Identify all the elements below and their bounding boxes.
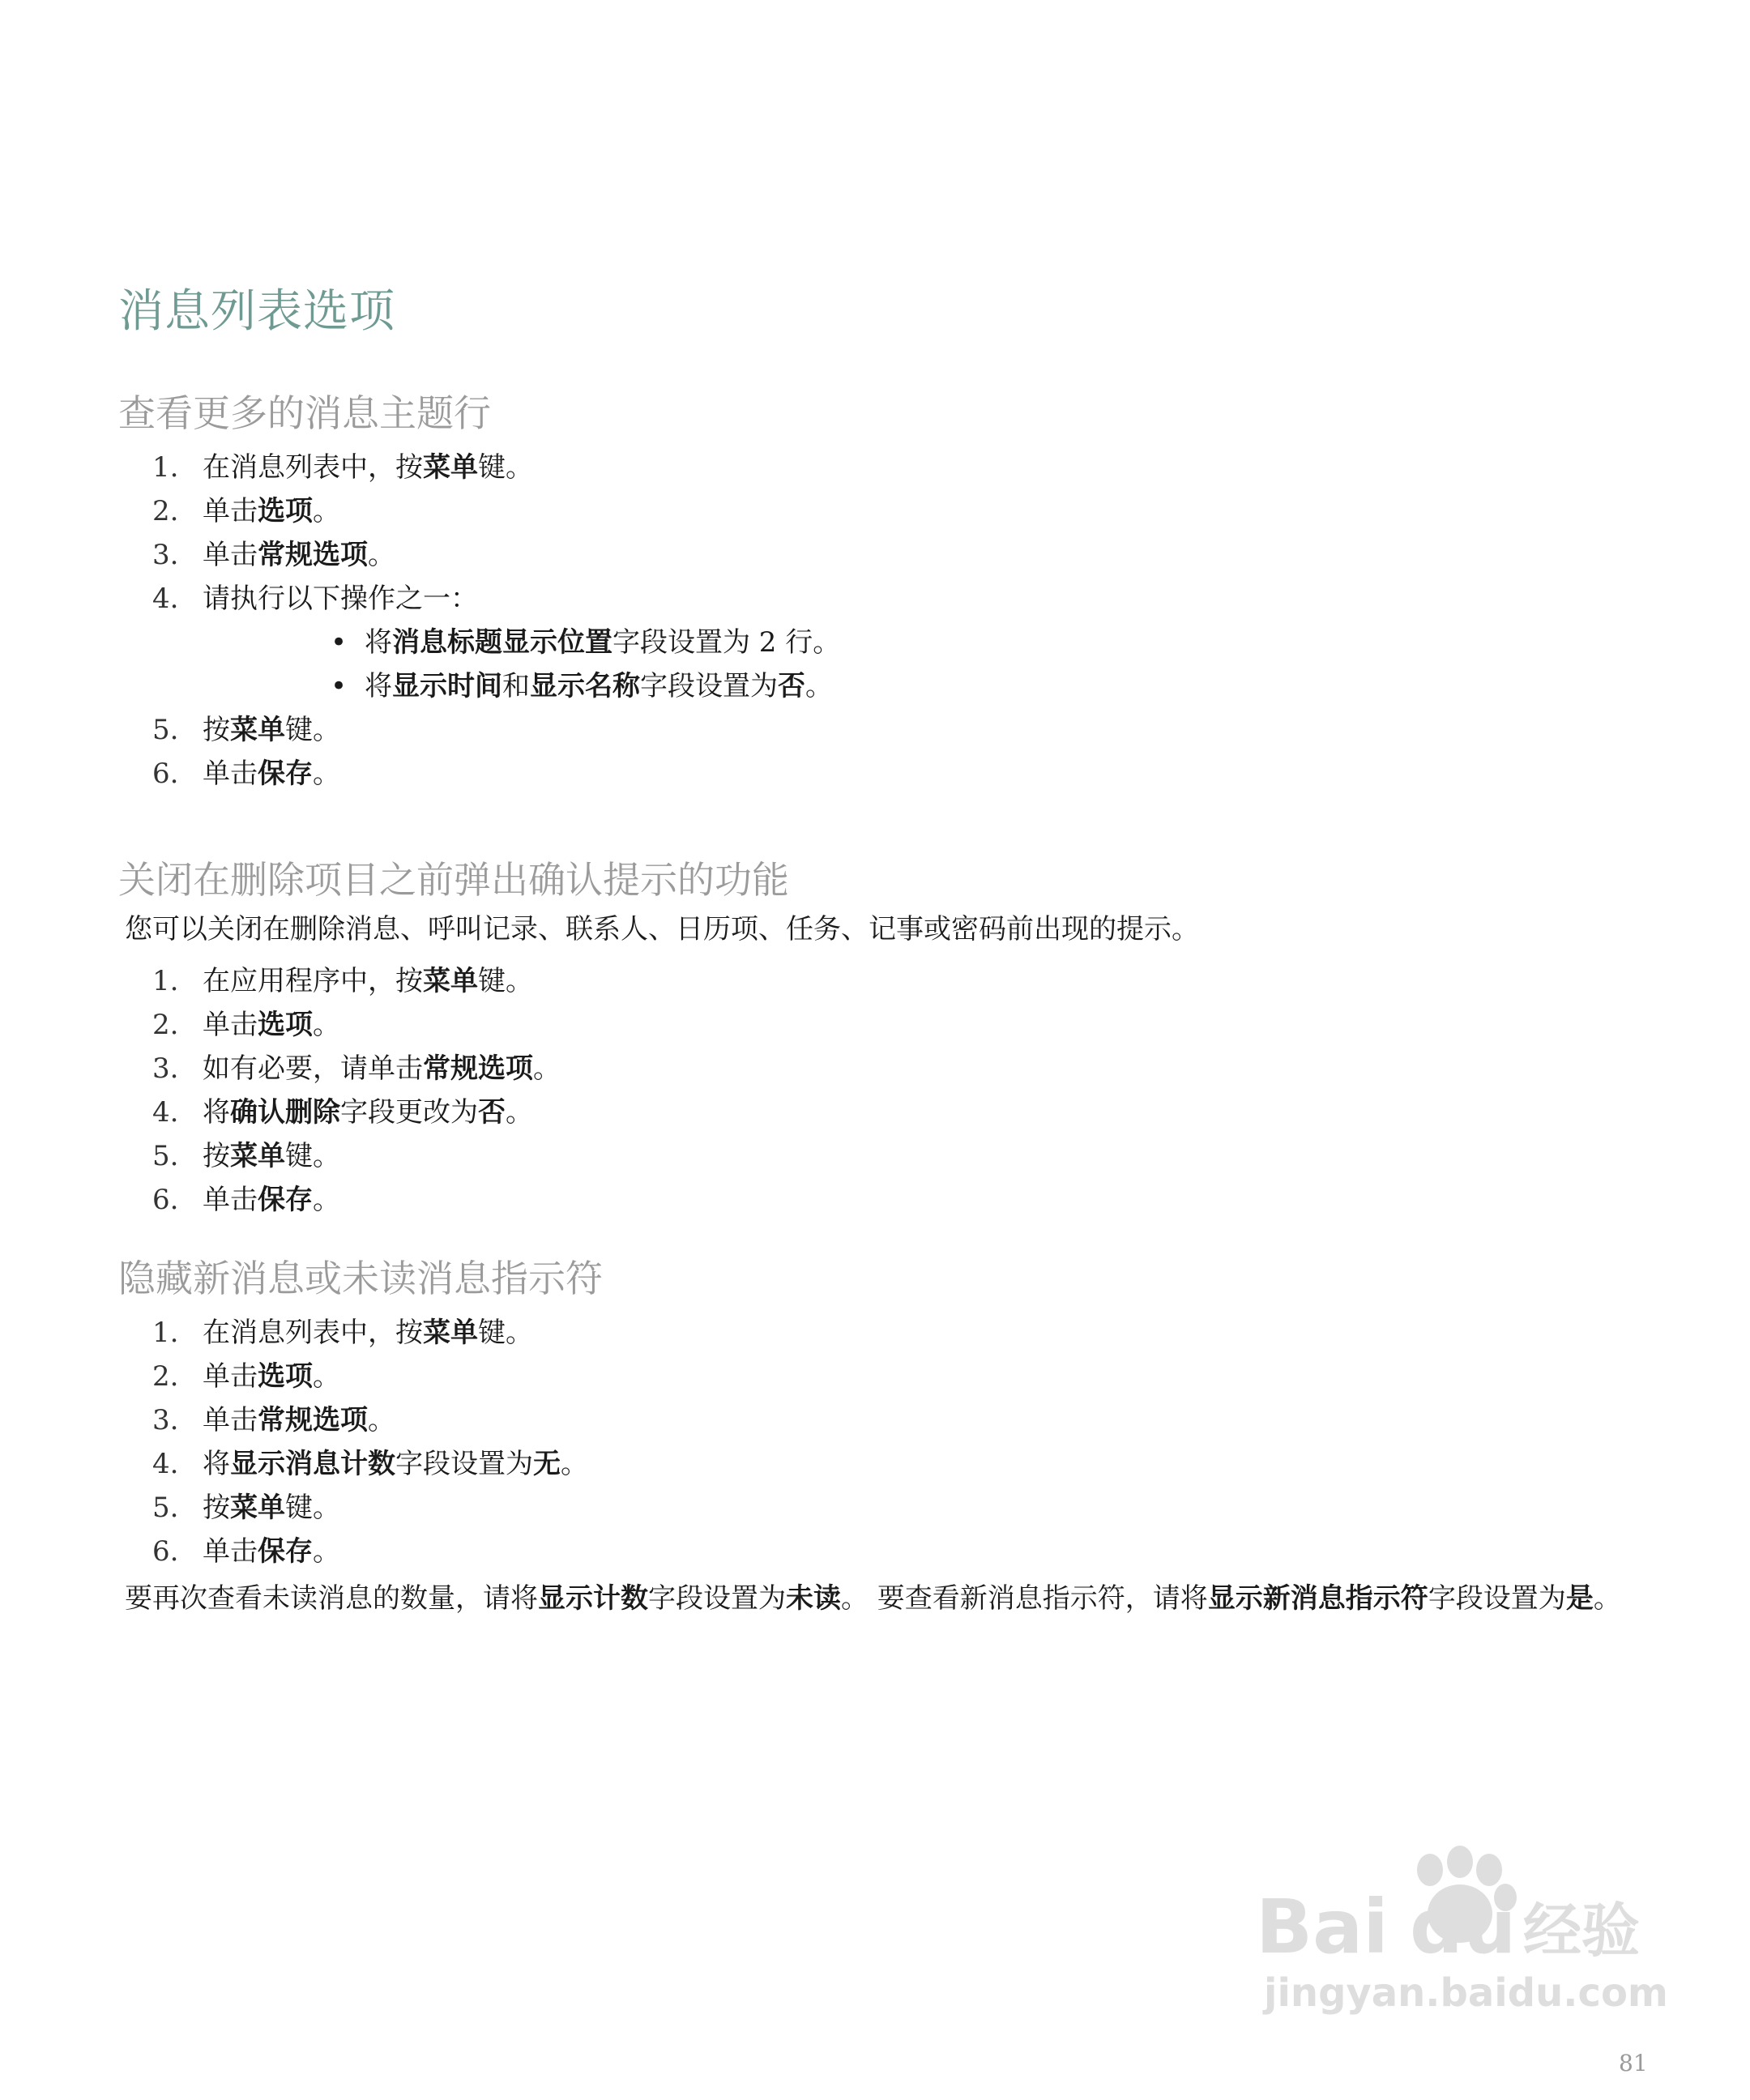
text-run: 将 [365, 626, 392, 659]
text-run: 键。 [478, 451, 533, 484]
section-intro: 您可以关闭在删除消息、呼叫记录、联系人、日历项、任务、记事或密码前出现的提示。 [125, 913, 1199, 945]
watermark-url: jingyan.baidu.com [1264, 1970, 1668, 2016]
bold-term: 菜单 [230, 1140, 285, 1172]
bold-term: 显示计数 [538, 1582, 648, 1615]
step-text [203, 965, 533, 997]
text-run: 。 [1593, 1582, 1621, 1615]
step-number: 4. [152, 1096, 179, 1129]
text-run: 单击 [203, 495, 258, 527]
text-run: 请执行以下操作之一： [203, 583, 478, 615]
text-run: 。 要查看新消息指示符，请将 [841, 1582, 1208, 1615]
step-text [203, 1492, 340, 1524]
text-run: 单击 [203, 539, 258, 571]
step-text [203, 583, 478, 615]
text-run: 。 [506, 1096, 533, 1129]
bullet-icon: • [331, 670, 348, 702]
svg-text:du: du [1410, 1884, 1517, 1970]
bold-term: 菜单 [230, 1492, 285, 1524]
step-item [118, 1486, 1658, 1530]
bold-term: 选项 [258, 1009, 313, 1041]
text-run: 字段设置为 [648, 1582, 786, 1615]
step-number: 5. [152, 1140, 179, 1172]
section-hide-indicators [118, 1254, 1658, 1620]
step-item [118, 1311, 1658, 1355]
step-item [118, 577, 1658, 708]
section-more-subject-lines [118, 389, 1658, 796]
bold-term: 确认删除 [230, 1096, 340, 1129]
svg-text:经验: 经验 [1523, 1897, 1641, 1965]
text-run: 要再次查看未读消息的数量，请将 [125, 1582, 538, 1615]
step-item [118, 1355, 1658, 1398]
text-run: 。 [313, 1360, 340, 1393]
sub-options-list [203, 621, 1658, 708]
text-run: 。 [368, 539, 395, 571]
sub-option-text [365, 670, 833, 702]
step-number: 6. [152, 758, 179, 790]
section-heading: 隐藏新消息或未读消息指示符 [118, 1257, 603, 1300]
text-run: 。 [313, 1009, 340, 1041]
bullet-icon: • [331, 626, 348, 659]
text-run: 。 [561, 1448, 588, 1480]
text-run: 按 [203, 1492, 230, 1524]
section-note [125, 1577, 1658, 1620]
step-item [118, 1003, 1658, 1047]
text-run: 。 [533, 1052, 561, 1085]
text-run: 单击 [203, 1360, 258, 1393]
step-text [203, 714, 340, 746]
step-number: 2. [152, 495, 179, 527]
step-item [118, 1091, 1658, 1134]
page-number: 81 [1619, 2050, 1648, 2077]
step-number: 3. [152, 1052, 179, 1085]
text-run: 单击 [203, 1009, 258, 1041]
step-item [118, 1047, 1658, 1091]
bold-term: 是 [1565, 1582, 1594, 1615]
text-run: 单击 [203, 1535, 258, 1568]
step-number: 2. [152, 1009, 179, 1041]
baidu-jingyan-watermark [1248, 1839, 1669, 2017]
text-run: 键。 [285, 1492, 340, 1524]
step-item [118, 446, 1658, 489]
text-run: 在消息列表中，按 [203, 1317, 423, 1349]
step-number: 1. [152, 965, 179, 997]
text-run: 。 [313, 1535, 340, 1568]
text-run: 键。 [285, 714, 340, 746]
step-number: 4. [152, 1448, 179, 1480]
step-item [118, 489, 1658, 533]
step-item [118, 1178, 1658, 1222]
step-text [203, 1096, 533, 1129]
sub-option-item [203, 664, 1658, 708]
text-run: 字段更改为 [340, 1096, 478, 1129]
step-number: 3. [152, 1404, 179, 1436]
bold-term: 常规选项 [423, 1052, 533, 1085]
bold-term: 常规选项 [258, 539, 368, 571]
bold-term: 菜单 [230, 714, 285, 746]
step-text [203, 1404, 395, 1436]
step-item [118, 959, 1658, 1003]
bold-term: 保存 [258, 758, 313, 790]
bold-term: 菜单 [423, 1317, 478, 1349]
step-item [118, 1134, 1658, 1178]
steps-list [118, 1311, 1658, 1573]
step-item [118, 752, 1658, 796]
text-run: 将 [365, 670, 392, 702]
bold-term: 菜单 [423, 965, 478, 997]
step-item [118, 708, 1658, 752]
step-number: 2. [152, 1360, 179, 1393]
text-run: 在应用程序中，按 [203, 965, 423, 997]
bold-term: 显示时间 [392, 670, 502, 702]
text-run: 字段设置为 [640, 670, 778, 702]
step-number: 5. [152, 714, 179, 746]
text-run: 在消息列表中，按 [203, 451, 423, 484]
sub-option-text [365, 626, 840, 659]
text-run: 和 [502, 670, 530, 702]
text-run: 键。 [478, 1317, 533, 1349]
text-run: 字段设置为 2 行。 [612, 626, 841, 659]
step-number: 1. [152, 451, 179, 484]
text-run: 单击 [203, 1404, 258, 1436]
step-number: 6. [152, 1535, 179, 1568]
step-number: 3. [152, 539, 179, 571]
text-run: 键。 [285, 1140, 340, 1172]
bold-term: 选项 [258, 1360, 313, 1393]
step-item [118, 533, 1658, 577]
step-text [203, 1009, 340, 1041]
bold-term: 常规选项 [258, 1404, 368, 1436]
step-text [203, 451, 533, 484]
step-text [203, 495, 340, 527]
page-title: 消息列表选项 [118, 285, 395, 338]
watermark-brand: Bai [1256, 1884, 1389, 1970]
step-item [118, 1530, 1658, 1573]
bold-term: 显示新消息指示符 [1207, 1582, 1428, 1615]
step-text [203, 1052, 561, 1085]
step-text [203, 1140, 340, 1172]
step-item [118, 1398, 1658, 1442]
sub-option-item [203, 621, 1658, 664]
text-run: 。 [368, 1404, 395, 1436]
text-run: 。 [313, 495, 340, 527]
bold-term: 未读 [786, 1582, 841, 1615]
text-run: 按 [203, 1140, 230, 1172]
text-run: 单击 [203, 1184, 258, 1216]
steps-list [118, 959, 1658, 1222]
text-run: 。 [805, 670, 833, 702]
step-text [203, 1317, 533, 1349]
text-run: 。 [313, 1184, 340, 1216]
bold-term: 保存 [258, 1184, 313, 1216]
text-run: 键。 [478, 965, 533, 997]
text-run: 字段设置为 [395, 1448, 533, 1480]
bold-term: 保存 [258, 1535, 313, 1568]
step-number: 6. [152, 1184, 179, 1216]
step-item [118, 1442, 1658, 1486]
step-text [203, 1360, 340, 1393]
section-heading: 查看更多的消息主题行 [118, 391, 491, 435]
section-disable-delete-confirm [118, 856, 1658, 1222]
bold-term: 否 [778, 670, 805, 702]
bold-term: 无 [533, 1448, 561, 1480]
text-run: 。 [313, 758, 340, 790]
step-text [203, 758, 340, 790]
step-number: 4. [152, 583, 179, 615]
bold-term: 选项 [258, 495, 313, 527]
bold-term: 否 [478, 1096, 506, 1129]
bold-term: 消息标题显示位置 [392, 626, 612, 659]
bold-term: 显示名称 [530, 670, 640, 702]
text-run: 如有必要，请单击 [203, 1052, 423, 1085]
bold-term: 显示消息计数 [230, 1448, 395, 1480]
bold-term: 菜单 [423, 451, 478, 484]
text-run: 单击 [203, 758, 258, 790]
step-number: 1. [152, 1317, 179, 1349]
section-heading: 关闭在删除项目之前弹出确认提示的功能 [118, 858, 789, 902]
text-run: 按 [203, 714, 230, 746]
text-run: 将 [203, 1448, 230, 1480]
text-run: 将 [203, 1096, 230, 1129]
step-number: 5. [152, 1492, 179, 1524]
steps-list [118, 446, 1658, 796]
text-run: 字段设置为 [1428, 1582, 1566, 1615]
step-text [203, 1184, 340, 1216]
step-text [203, 1535, 340, 1568]
step-text [203, 539, 395, 571]
step-text [203, 1448, 588, 1480]
